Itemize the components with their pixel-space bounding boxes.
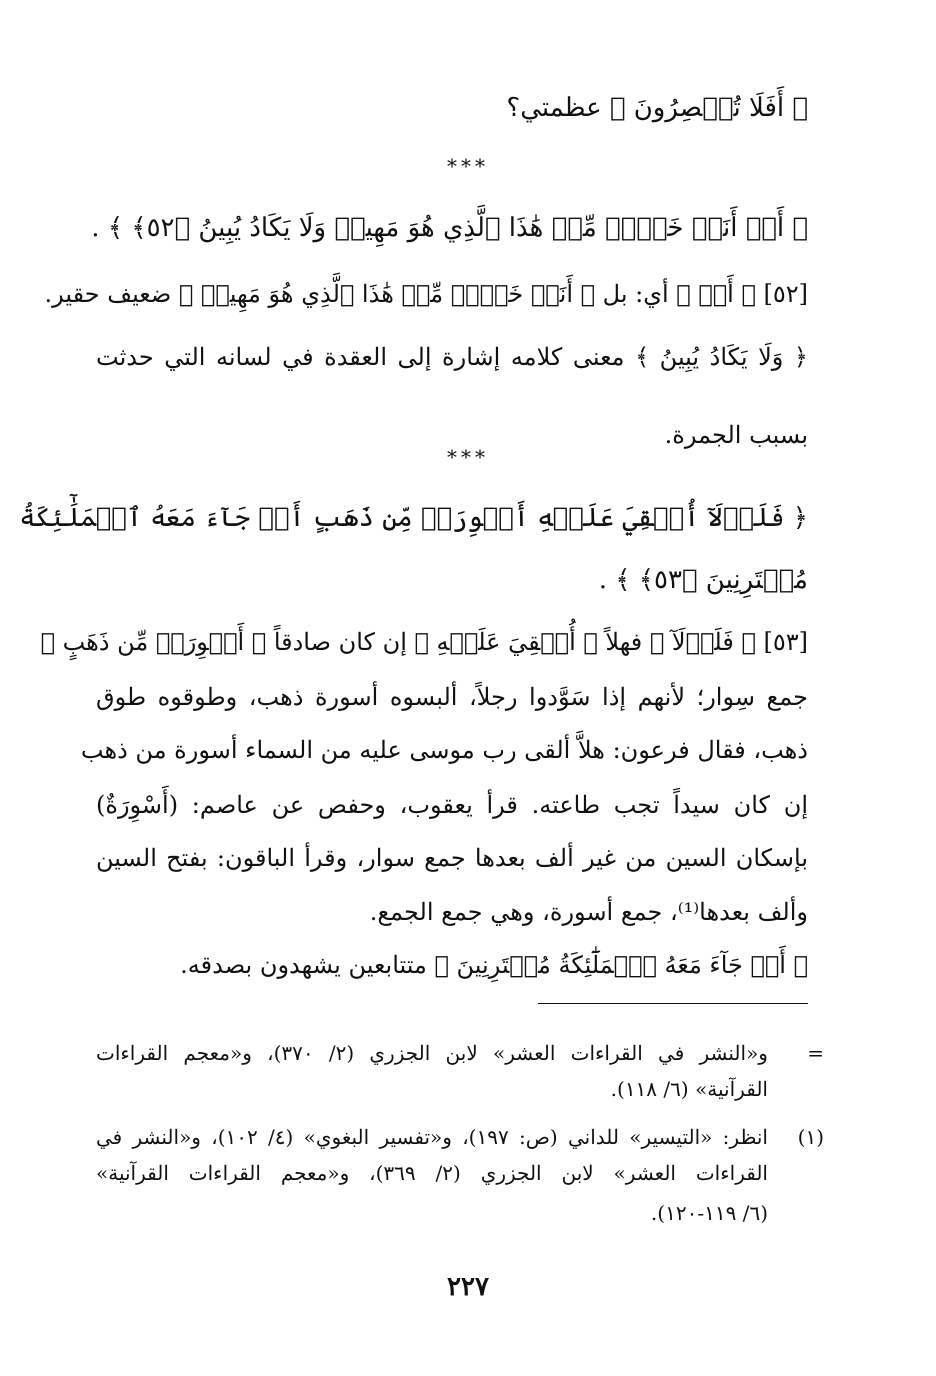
footnote-line: و«النشر في القراءات العشر» لابن الجزري (٢/ ٣٧٠)، و«معجم القراءات (96, 1041, 768, 1065)
text-line-8: [٥٣] ﴿ فَلَوۡلَآ ﴾ فهلاً ﴿ أُلۡقِيَ عَلَيۡهِ ﴾ إن كان صادقاً ﴿ أَسۡوِرَةٞ مِّن ذَهَبٍ ﴾ (40, 628, 808, 656)
text-line-13: وألف بعدها⁽¹⁾، جمع أسورة، وهي جمع الجمع. (369, 898, 808, 926)
text-line-1: ﴿ أَفَلَا تُبۡصِرُونَ ﴾ عظمتي؟ (506, 93, 808, 123)
text-line-4: ﴿ وَلَا يَكَادُ يُبِينُ ﴾ معنى كلامه إشارة إلى العقدة في لسانه التي حدثت (96, 343, 808, 371)
text-line-11: إن كان سيداً تجب طاعته. قرأ يعقوب، وحفص عن عاصم: (أَسْوِرَةٌ) (96, 791, 808, 819)
text-line-6: ﴿ فَلَوۡلَآ أُلۡقِيَ عَلَيۡهِ أَسۡوِرَةٞ مِّن ذَهَبٍ أَوۡ جَآءَ مَعَهُ ٱلۡمَلَٰٓئِكَةُ (19, 503, 808, 533)
footnote-line: (٦/ ١١٩-١٢٠). (650, 1201, 768, 1225)
footnote-divider (538, 1003, 808, 1004)
text-line-3: [٥٢] ﴿ أَمۡ ﴾ أي: بل ﴿ أَنَا۠ خَيۡرٞ مِّنۡ هَٰذَا ٱلَّذِي هُوَ مَهِينٞ ﴾ ضعيف حقير. (44, 280, 808, 308)
section-separator-1: *** (447, 154, 489, 178)
text-line-2: ﴿ أَمۡ أَنَا۠ خَيۡرٞ مِّنۡ هَٰذَا ٱلَّذِي هُوَ مَهِينٞ وَلَا يَكَادُ يُبِينُ ﴿٥٢﴾ ﴾ . (91, 213, 808, 243)
page-number: ٢٢٧ (447, 1272, 489, 1302)
text-line-10: ذهب، فقال فرعون: هلاَّ ألقى رب موسى عليه من السماء أسورة من ذهب (80, 736, 808, 764)
footnote-line: انظر: «التيسير» للداني (ص: ١٩٧)، و«تفسير البغوي» (٤/ ١٠٢)، و«النشر في (96, 1125, 768, 1149)
text-line-14: ﴿ أَوۡ جَآءَ مَعَهُ ٱلۡمَلَٰٓئِكَةُ مُقۡتَرِنِينَ ﴾ متتابعين يشهدون بصدقه. (180, 951, 808, 979)
text-line-12: بإسكان السين من غير ألف بعدها جمع سوار، وقرأ الباقون: بفتح السين (96, 844, 808, 872)
footnote-number: (١) (797, 1125, 824, 1149)
text-line-5: بسبب الجمرة. (664, 421, 808, 449)
text-line-9: جمع سِوار؛ لأنهم إذا سَوَّدوا رجلاً، ألبسوه أسورة ذهب، وطوقوه طوق (96, 683, 808, 711)
footnote-line: القراءات العشر» لابن الجزري (٢/ ٣٦٩)، و«معجم القراءات القرآنية» (96, 1161, 768, 1185)
text-line-7: مُقۡتَرِنِينَ ﴿٥٣﴾ ﴾ . (598, 565, 808, 595)
section-separator-2: *** (447, 445, 489, 469)
footnote-line: القرآنية» (٦/ ١١٨). (610, 1077, 768, 1101)
footnote-continuation-mark: = (807, 1041, 824, 1065)
